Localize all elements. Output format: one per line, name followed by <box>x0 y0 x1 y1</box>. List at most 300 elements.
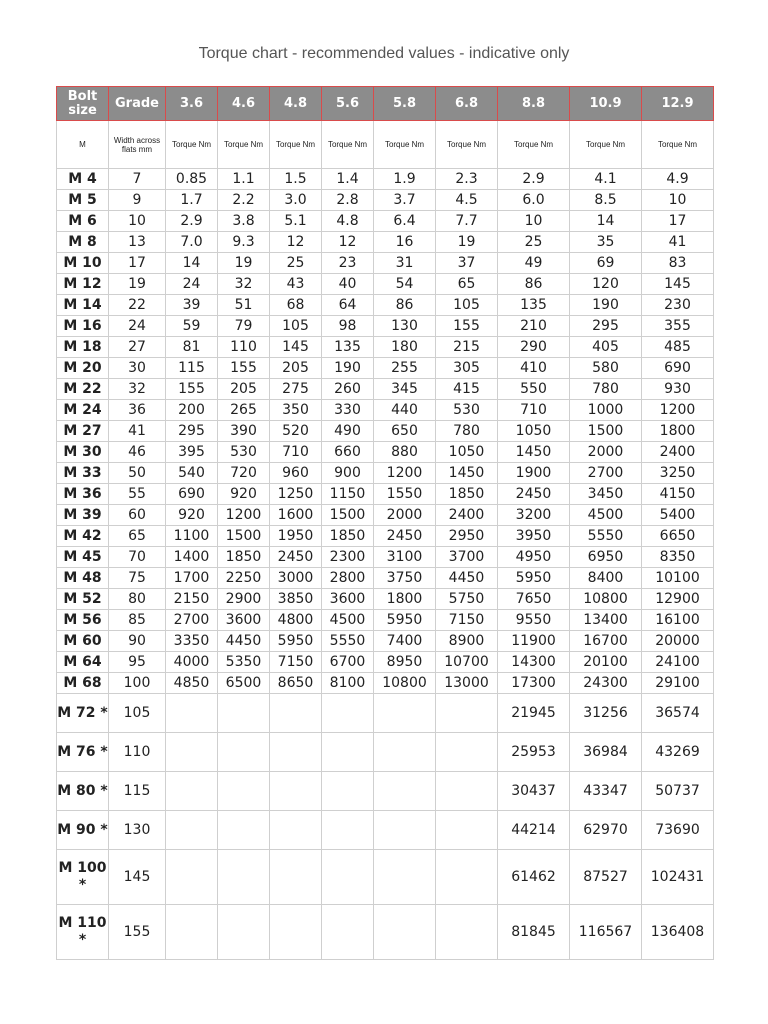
torque-value-cell: 4450 <box>436 568 498 589</box>
torque-value-cell: 1.1 <box>218 169 270 190</box>
torque-value-cell: 20000 <box>642 631 714 652</box>
torque-value-cell: 16700 <box>570 631 642 652</box>
torque-value-cell: 485 <box>642 337 714 358</box>
torque-value-cell: 8900 <box>436 631 498 652</box>
torque-value-cell: 5950 <box>374 610 436 631</box>
bolt-size-cell: M 60 <box>57 631 109 652</box>
torque-unit-label: Torque Nm <box>642 121 714 169</box>
torque-value-cell: 1450 <box>436 463 498 484</box>
torque-value-cell: 4500 <box>570 505 642 526</box>
torque-value-cell: 920 <box>218 484 270 505</box>
torque-value-cell: 10 <box>642 190 714 211</box>
torque-value-cell: 3350 <box>166 631 218 652</box>
bolt-size-cell: M 36 <box>57 484 109 505</box>
torque-value-cell: 1.7 <box>166 190 218 211</box>
torque-value-cell: 210 <box>498 316 570 337</box>
bolt-size-cell: M 100 * <box>57 850 109 905</box>
torque-value-cell: 102431 <box>642 850 714 905</box>
torque-value-cell: 2450 <box>270 547 322 568</box>
torque-value-cell <box>166 733 218 772</box>
torque-value-cell: 19 <box>218 253 270 274</box>
width-across-flats-cell: 145 <box>109 850 166 905</box>
table-row <box>57 905 714 960</box>
torque-value-cell: 40 <box>322 274 374 295</box>
width-across-flats-cell: 17 <box>109 253 166 274</box>
torque-value-cell: 4500 <box>322 610 374 631</box>
torque-value-cell: 190 <box>322 358 374 379</box>
torque-value-cell <box>374 772 436 811</box>
torque-value-cell: 275 <box>270 379 322 400</box>
torque-value-cell: 59 <box>166 316 218 337</box>
torque-value-cell: 900 <box>322 463 374 484</box>
torque-value-cell: 1950 <box>270 526 322 547</box>
torque-value-cell: 2400 <box>436 505 498 526</box>
torque-unit-label: Torque Nm <box>270 121 322 169</box>
torque-value-cell: 180 <box>374 337 436 358</box>
torque-value-cell: 960 <box>270 463 322 484</box>
torque-value-cell: 205 <box>218 379 270 400</box>
bolt-size-cell: M 22 <box>57 379 109 400</box>
torque-value-cell: 36984 <box>570 733 642 772</box>
torque-value-cell: 87527 <box>570 850 642 905</box>
torque-value-cell: 2250 <box>218 568 270 589</box>
torque-value-cell: 1150 <box>322 484 374 505</box>
grade-column-header: 4.8 <box>270 87 322 121</box>
torque-value-cell: 10800 <box>570 589 642 610</box>
table-row <box>57 673 714 694</box>
torque-value-cell: 73690 <box>642 811 714 850</box>
table-row <box>57 316 714 337</box>
torque-value-cell: 2800 <box>322 568 374 589</box>
torque-value-cell: 2400 <box>642 442 714 463</box>
torque-unit-label: Torque Nm <box>570 121 642 169</box>
torque-value-cell <box>218 733 270 772</box>
torque-value-cell: 3000 <box>270 568 322 589</box>
torque-unit-label: Torque Nm <box>374 121 436 169</box>
torque-value-cell: 9.3 <box>218 232 270 253</box>
torque-value-cell: 6650 <box>642 526 714 547</box>
torque-value-cell: 355 <box>642 316 714 337</box>
table-row <box>57 274 714 295</box>
torque-value-cell: 30437 <box>498 772 570 811</box>
torque-value-cell: 5550 <box>570 526 642 547</box>
torque-value-cell: 4.1 <box>570 169 642 190</box>
torque-value-cell: 1550 <box>374 484 436 505</box>
torque-value-cell: 155 <box>166 379 218 400</box>
torque-value-cell: 780 <box>570 379 642 400</box>
torque-table-body <box>57 169 714 960</box>
bolt-size-cell: M 10 <box>57 253 109 274</box>
torque-value-cell: 520 <box>270 421 322 442</box>
torque-value-cell: 25953 <box>498 733 570 772</box>
bolt-size-cell: M 52 <box>57 589 109 610</box>
torque-value-cell: 650 <box>374 421 436 442</box>
torque-value-cell: 710 <box>270 442 322 463</box>
torque-value-cell: 51 <box>218 295 270 316</box>
table-row <box>57 610 714 631</box>
torque-value-cell: 6700 <box>322 652 374 673</box>
torque-value-cell: 81845 <box>498 905 570 960</box>
torque-unit-label: Torque Nm <box>322 121 374 169</box>
torque-value-cell: 1400 <box>166 547 218 568</box>
torque-value-cell: 690 <box>166 484 218 505</box>
bolt-size-cell: M 68 <box>57 673 109 694</box>
torque-value-cell: 8950 <box>374 652 436 673</box>
table-row <box>57 169 714 190</box>
torque-value-cell: 490 <box>322 421 374 442</box>
table-row <box>57 463 714 484</box>
width-across-flats-cell: 65 <box>109 526 166 547</box>
table-row <box>57 526 714 547</box>
torque-value-cell: 1700 <box>166 568 218 589</box>
torque-value-cell <box>166 905 218 960</box>
torque-value-cell <box>436 772 498 811</box>
torque-value-cell: 7650 <box>498 589 570 610</box>
torque-value-cell: 6.4 <box>374 211 436 232</box>
torque-value-cell: 3700 <box>436 547 498 568</box>
width-across-flats-cell: 27 <box>109 337 166 358</box>
width-across-flats-cell: 13 <box>109 232 166 253</box>
torque-value-cell: 205 <box>270 358 322 379</box>
torque-value-cell: 4000 <box>166 652 218 673</box>
torque-value-cell: 1800 <box>642 421 714 442</box>
torque-value-cell: 295 <box>570 316 642 337</box>
torque-value-cell: 12 <box>270 232 322 253</box>
torque-value-cell: 86 <box>374 295 436 316</box>
torque-value-cell: 20100 <box>570 652 642 673</box>
torque-value-cell: 79 <box>218 316 270 337</box>
torque-value-cell: 190 <box>570 295 642 316</box>
torque-value-cell: 290 <box>498 337 570 358</box>
table-row <box>57 253 714 274</box>
torque-value-cell: 64 <box>322 295 374 316</box>
bolt-size-cell: M 76 * <box>57 733 109 772</box>
width-across-flats-cell: 30 <box>109 358 166 379</box>
torque-value-cell: 7150 <box>270 652 322 673</box>
torque-value-cell: 43269 <box>642 733 714 772</box>
torque-value-cell: 110 <box>218 337 270 358</box>
torque-value-cell: 12900 <box>642 589 714 610</box>
torque-value-cell <box>218 811 270 850</box>
torque-value-cell: 69 <box>570 253 642 274</box>
table-row <box>57 505 714 526</box>
table-row <box>57 337 714 358</box>
torque-value-cell: 4.9 <box>642 169 714 190</box>
torque-value-cell <box>436 850 498 905</box>
torque-value-cell: 105 <box>270 316 322 337</box>
torque-value-cell: 395 <box>166 442 218 463</box>
torque-value-cell: 10700 <box>436 652 498 673</box>
torque-value-cell: 135 <box>322 337 374 358</box>
torque-value-cell <box>166 811 218 850</box>
width-across-flats-cell: 105 <box>109 694 166 733</box>
torque-value-cell: 81 <box>166 337 218 358</box>
torque-value-cell: 550 <box>498 379 570 400</box>
table-row <box>57 694 714 733</box>
torque-value-cell <box>374 850 436 905</box>
torque-value-cell <box>436 694 498 733</box>
torque-unit-label: Torque Nm <box>436 121 498 169</box>
width-across-flats-cell: 110 <box>109 733 166 772</box>
torque-value-cell: 43 <box>270 274 322 295</box>
torque-value-cell: 8400 <box>570 568 642 589</box>
torque-value-cell: 1200 <box>218 505 270 526</box>
bolt-size-cell: M 39 <box>57 505 109 526</box>
torque-value-cell: 1500 <box>322 505 374 526</box>
torque-value-cell: 25 <box>498 232 570 253</box>
torque-value-cell: 2450 <box>374 526 436 547</box>
torque-value-cell: 530 <box>218 442 270 463</box>
torque-value-cell: 23 <box>322 253 374 274</box>
torque-value-cell: 2900 <box>218 589 270 610</box>
bolt-size-cell: M 16 <box>57 316 109 337</box>
torque-value-cell: 1250 <box>270 484 322 505</box>
grade-column-header: 10.9 <box>570 87 642 121</box>
torque-value-cell: 4850 <box>166 673 218 694</box>
torque-value-cell: 2.9 <box>498 169 570 190</box>
table-row <box>57 631 714 652</box>
torque-value-cell: 215 <box>436 337 498 358</box>
torque-value-cell <box>322 811 374 850</box>
torque-value-cell: 3450 <box>570 484 642 505</box>
torque-value-cell: 920 <box>166 505 218 526</box>
torque-value-cell: 295 <box>166 421 218 442</box>
torque-value-cell: 720 <box>218 463 270 484</box>
torque-value-cell <box>218 772 270 811</box>
torque-value-cell: 3750 <box>374 568 436 589</box>
torque-value-cell <box>166 772 218 811</box>
torque-value-cell: 43347 <box>570 772 642 811</box>
bolt-size-cell: M 33 <box>57 463 109 484</box>
torque-value-cell: 540 <box>166 463 218 484</box>
table-row <box>57 358 714 379</box>
torque-value-cell: 3.8 <box>218 211 270 232</box>
torque-value-cell: 2.2 <box>218 190 270 211</box>
grade-column-header: 5.8 <box>374 87 436 121</box>
torque-value-cell: 2.3 <box>436 169 498 190</box>
torque-value-cell: 5750 <box>436 589 498 610</box>
grade-column-header: 5.6 <box>322 87 374 121</box>
torque-value-cell <box>218 905 270 960</box>
torque-value-cell: 230 <box>642 295 714 316</box>
torque-value-cell: 83 <box>642 253 714 274</box>
bolt-size-cell: M 80 * <box>57 772 109 811</box>
bolt-size-cell: M 18 <box>57 337 109 358</box>
torque-value-cell: 145 <box>642 274 714 295</box>
width-across-flats-cell: 100 <box>109 673 166 694</box>
width-across-flats-cell: 155 <box>109 905 166 960</box>
torque-value-cell: 35 <box>570 232 642 253</box>
torque-value-cell: 5.1 <box>270 211 322 232</box>
torque-value-cell: 3600 <box>218 610 270 631</box>
grade-column-header: 8.8 <box>498 87 570 121</box>
torque-value-cell: 36574 <box>642 694 714 733</box>
width-across-flats-cell: 95 <box>109 652 166 673</box>
torque-value-cell <box>270 733 322 772</box>
torque-value-cell: 37 <box>436 253 498 274</box>
torque-value-cell: 2.8 <box>322 190 374 211</box>
torque-value-cell: 1000 <box>570 400 642 421</box>
bolt-size-cell: M 8 <box>57 232 109 253</box>
table-row <box>57 190 714 211</box>
torque-value-cell: 2000 <box>374 505 436 526</box>
bolt-size-cell: M 90 * <box>57 811 109 850</box>
bolt-size-cell: M 5 <box>57 190 109 211</box>
page-title: Torque chart - recommended values - indicative only <box>198 45 570 62</box>
torque-value-cell: 415 <box>436 379 498 400</box>
width-across-flats-cell: 19 <box>109 274 166 295</box>
table-row <box>57 295 714 316</box>
grade-column-header: 4.6 <box>218 87 270 121</box>
torque-value-cell <box>374 905 436 960</box>
torque-value-cell <box>374 733 436 772</box>
torque-value-cell: 1200 <box>374 463 436 484</box>
torque-value-cell <box>374 694 436 733</box>
width-across-flats-cell: 85 <box>109 610 166 631</box>
torque-value-cell: 49 <box>498 253 570 274</box>
torque-value-cell: 105 <box>436 295 498 316</box>
torque-value-cell: 350 <box>270 400 322 421</box>
table-row <box>57 652 714 673</box>
torque-value-cell: 1850 <box>322 526 374 547</box>
torque-value-cell <box>270 694 322 733</box>
torque-value-cell <box>270 905 322 960</box>
bolt-size-cell: M 14 <box>57 295 109 316</box>
torque-value-cell: 4950 <box>498 547 570 568</box>
table-row <box>57 421 714 442</box>
torque-value-cell: 10 <box>498 211 570 232</box>
bolt-size-cell: M 56 <box>57 610 109 631</box>
torque-value-cell: 5400 <box>642 505 714 526</box>
bolt-size-cell: M 72 * <box>57 694 109 733</box>
torque-value-cell: 580 <box>570 358 642 379</box>
torque-value-cell: 39 <box>166 295 218 316</box>
torque-value-cell: 265 <box>218 400 270 421</box>
torque-value-cell: 440 <box>374 400 436 421</box>
bolt-size-cell: M 27 <box>57 421 109 442</box>
torque-value-cell: 13400 <box>570 610 642 631</box>
torque-value-cell: 130 <box>374 316 436 337</box>
torque-value-cell: 200 <box>166 400 218 421</box>
torque-value-cell: 1.5 <box>270 169 322 190</box>
width-across-flats-cell: 60 <box>109 505 166 526</box>
torque-value-cell: 32 <box>218 274 270 295</box>
torque-value-cell <box>322 733 374 772</box>
torque-unit-label: Torque Nm <box>218 121 270 169</box>
torque-value-cell: 13000 <box>436 673 498 694</box>
torque-value-cell: 16 <box>374 232 436 253</box>
torque-value-cell: 930 <box>642 379 714 400</box>
width-across-flats-cell: 22 <box>109 295 166 316</box>
bolt-unit-label: M <box>57 121 109 169</box>
torque-value-cell: 14 <box>166 253 218 274</box>
torque-value-cell: 6.0 <box>498 190 570 211</box>
torque-value-cell <box>436 733 498 772</box>
width-across-flats-cell: 70 <box>109 547 166 568</box>
torque-value-cell <box>374 811 436 850</box>
torque-value-cell: 2000 <box>570 442 642 463</box>
torque-value-cell: 116567 <box>570 905 642 960</box>
units-row <box>57 121 714 169</box>
torque-value-cell: 115 <box>166 358 218 379</box>
table-row <box>57 379 714 400</box>
torque-value-cell: 8650 <box>270 673 322 694</box>
bolt-size-cell: M 12 <box>57 274 109 295</box>
torque-value-cell: 7.0 <box>166 232 218 253</box>
torque-value-cell: 1600 <box>270 505 322 526</box>
table-row <box>57 400 714 421</box>
torque-unit-label: Torque Nm <box>166 121 218 169</box>
torque-value-cell: 1850 <box>218 547 270 568</box>
width-across-flats-cell: 90 <box>109 631 166 652</box>
bolt-size-header: Bolt size <box>57 87 109 121</box>
torque-value-cell: 5950 <box>270 631 322 652</box>
torque-value-cell: 21945 <box>498 694 570 733</box>
torque-value-cell: 4450 <box>218 631 270 652</box>
torque-value-cell: 0.85 <box>166 169 218 190</box>
bolt-size-cell: M 64 <box>57 652 109 673</box>
torque-value-cell <box>322 905 374 960</box>
torque-value-cell: 44214 <box>498 811 570 850</box>
torque-value-cell: 19 <box>436 232 498 253</box>
torque-value-cell: 5950 <box>498 568 570 589</box>
width-across-flats-cell: 24 <box>109 316 166 337</box>
torque-value-cell <box>218 694 270 733</box>
grade-column-header: 6.8 <box>436 87 498 121</box>
table-row <box>57 547 714 568</box>
torque-value-cell: 255 <box>374 358 436 379</box>
torque-value-cell: 9550 <box>498 610 570 631</box>
torque-value-cell: 17300 <box>498 673 570 694</box>
width-across-flats-cell: 36 <box>109 400 166 421</box>
grade-header-row <box>57 87 714 121</box>
torque-value-cell: 1.9 <box>374 169 436 190</box>
torque-value-cell: 25 <box>270 253 322 274</box>
table-row <box>57 232 714 253</box>
torque-value-cell <box>270 772 322 811</box>
width-across-flats-cell: 10 <box>109 211 166 232</box>
torque-value-cell <box>322 772 374 811</box>
torque-value-cell: 145 <box>270 337 322 358</box>
torque-value-cell: 1050 <box>498 421 570 442</box>
torque-value-cell: 31256 <box>570 694 642 733</box>
torque-value-cell: 1.4 <box>322 169 374 190</box>
torque-value-cell: 330 <box>322 400 374 421</box>
torque-value-cell <box>270 811 322 850</box>
width-across-flats-cell: 55 <box>109 484 166 505</box>
torque-value-cell: 1900 <box>498 463 570 484</box>
torque-value-cell: 710 <box>498 400 570 421</box>
torque-value-cell <box>436 905 498 960</box>
torque-table <box>56 86 714 960</box>
torque-value-cell: 5350 <box>218 652 270 673</box>
torque-value-cell: 4800 <box>270 610 322 631</box>
torque-value-cell <box>322 694 374 733</box>
bolt-size-cell: M 42 <box>57 526 109 547</box>
torque-value-cell: 1450 <box>498 442 570 463</box>
width-across-flats-cell: 130 <box>109 811 166 850</box>
torque-value-cell: 1500 <box>570 421 642 442</box>
grade-header: Grade <box>109 87 166 121</box>
torque-value-cell: 155 <box>436 316 498 337</box>
width-across-flats-cell: 46 <box>109 442 166 463</box>
torque-value-cell: 660 <box>322 442 374 463</box>
torque-value-cell: 7150 <box>436 610 498 631</box>
torque-value-cell: 2950 <box>436 526 498 547</box>
torque-value-cell: 11900 <box>498 631 570 652</box>
bolt-size-cell: M 45 <box>57 547 109 568</box>
torque-value-cell: 780 <box>436 421 498 442</box>
